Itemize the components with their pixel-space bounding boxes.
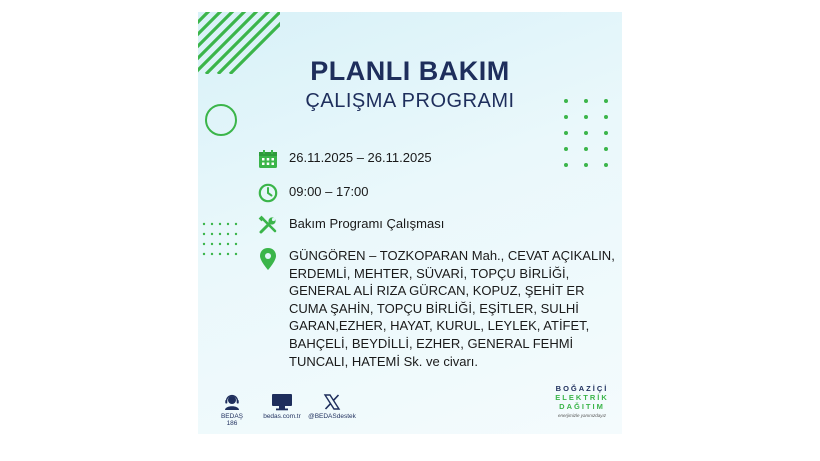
monitor-icon (271, 393, 293, 411)
work-row (258, 215, 444, 235)
tools-icon (258, 215, 278, 235)
phone-contact (216, 393, 248, 427)
time-row (258, 183, 369, 203)
brand-line-2: ELEKTRİK (555, 393, 609, 402)
page-subtitle: ÇALIŞMA PROGRAMI (305, 90, 515, 112)
website-contact (262, 393, 302, 420)
brand-line-3: DAĞITIM (559, 402, 605, 411)
calendar-icon (258, 149, 278, 169)
social-label: @BEDASdestek (308, 413, 356, 420)
location-pin-icon (258, 247, 278, 271)
x-logo-icon (323, 393, 341, 411)
announcement-card (198, 12, 622, 434)
work-type-text: Bakım Programı Çalışması (289, 216, 445, 231)
social-contact (308, 393, 356, 420)
headset-icon (223, 393, 241, 411)
phone-label: BEDAŞ 186 (220, 413, 244, 427)
page-title: PLANLI BAKIM (310, 56, 510, 86)
date-row (258, 149, 432, 169)
decorative-dots-left (202, 222, 238, 256)
clock-icon (258, 183, 278, 203)
brand-logo (552, 384, 612, 420)
address-row (258, 247, 619, 370)
website-label: bedas.com.tr (263, 413, 301, 420)
brand-line-1: BOĞAZİÇİ (555, 384, 609, 393)
date-range-text: 26.11.2025 – 26.11.2025 (289, 150, 432, 165)
time-range-text: 09:00 – 17:00 (289, 184, 369, 199)
address-text: GÜNGÖREN – TOZKOPARAN Mah., CEVAT AÇIKALIN, ERDEMLİ, MEHTER, SÜVARİ, TOPÇU BİRLİĞİ, GENERAL ALİ RIZA GÜRCAN, KOPUZ, ŞEHİT ER CUMA ŞAHİN, TOPÇU BİRLİĞİ, EŞİTLER, SULHİ GARAN,EZHER, HAYAT, KURUL, LEYLEK, ATİFET, BAHÇELİ, BEYDİLLİ, EZHER, GENERAL FEHMİ TUNCALI, HATEMİ Sk. ve civarı. (289, 248, 615, 369)
brand-slogan: enerjimizle yanınızdayız (557, 413, 607, 418)
